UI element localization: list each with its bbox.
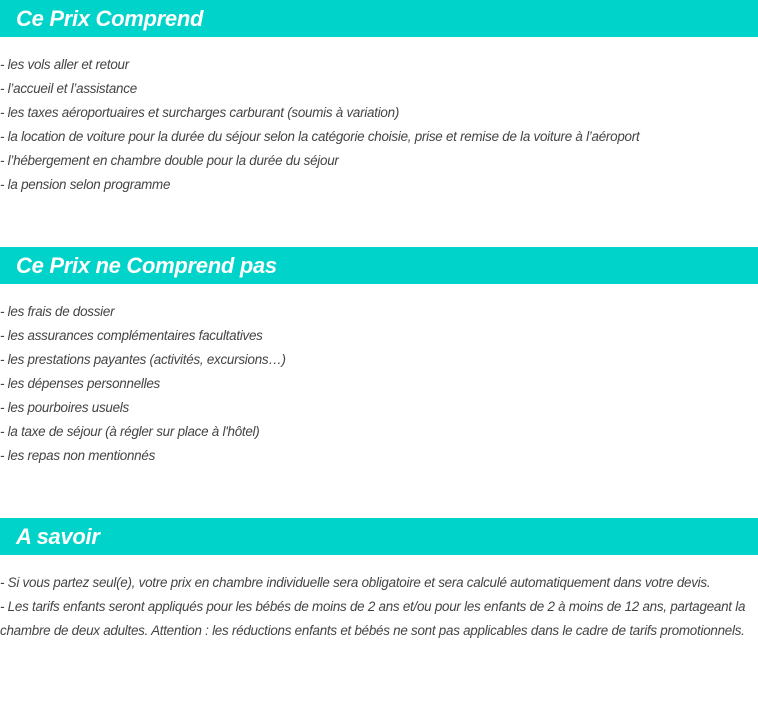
section-title: Ce Prix ne Comprend pas xyxy=(16,253,277,278)
section-title: Ce Prix Comprend xyxy=(16,6,204,31)
list-item: - les repas non mentionnés xyxy=(0,448,156,463)
list-item: - la location de voiture pour la durée du séjour selon la catégorie choisie, prise et remise de la voiture à l’aéroport xyxy=(0,129,640,144)
section-header-included xyxy=(0,0,758,37)
not-included-list xyxy=(0,300,286,468)
list-item: - les frais de dossier xyxy=(0,304,115,319)
section-header-not-included xyxy=(0,247,758,284)
list-item: - les assurances complémentaires facultatives xyxy=(0,328,263,343)
list-item: - les prestations payantes (activités, excursions…) xyxy=(0,352,286,367)
list-item: - l’hébergement en chambre double pour la durée du séjour xyxy=(0,153,339,168)
good-to-know-text xyxy=(0,571,752,643)
list-item: - les pourboires usuels xyxy=(0,400,129,415)
paragraph: - Si vous partez seul(e), votre prix en chambre individuelle sera obligatoire et sera calculé automatiquement dans votre devis. xyxy=(0,575,711,590)
list-item: - les taxes aéroportuaires et surcharges carburant (soumis à variation) xyxy=(0,105,400,120)
list-item: - la pension selon programme xyxy=(0,177,171,192)
list-item: - les dépenses personnelles xyxy=(0,376,160,391)
paragraph: - Les tarifs enfants seront appliqués pour les bébés de moins de 2 ans et/ou pour les enfants de 2 à moins de 12 ans, partageant la chambre de deux adultes. Attention : les réductions enfants et bébés ne sont pas applicables dans le cadre de tarifs promotionnels. xyxy=(0,599,746,638)
section-header-good-to-know xyxy=(0,518,758,555)
list-item: - les vols aller et retour xyxy=(0,57,129,72)
list-item: - l’accueil et l’assistance xyxy=(0,81,137,96)
list-item: - la taxe de séjour (à régler sur place à l'hôtel) xyxy=(0,424,260,439)
included-list xyxy=(0,53,639,197)
section-title: A savoir xyxy=(16,524,100,549)
